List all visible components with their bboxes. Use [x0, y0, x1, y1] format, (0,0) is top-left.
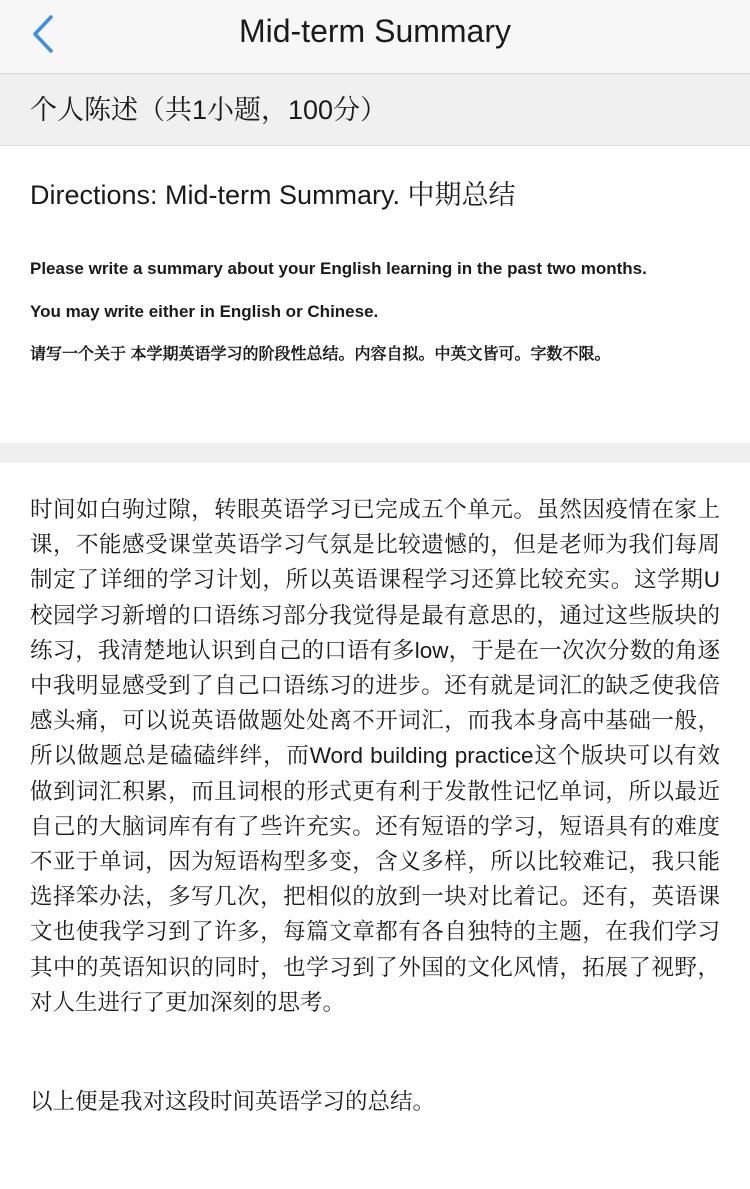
directions-heading: Directions: Mid-term Summary. 中期总结 — [30, 180, 516, 210]
section-divider — [0, 443, 750, 463]
section-title: 个人陈述（共1小题，100分） — [30, 95, 388, 125]
instruction-line: 请写一个关于 本学期英语学习的阶段性总结。内容自拟。中英文皆可。字数不限。 — [30, 346, 611, 363]
navigation-bar — [0, 0, 750, 74]
instruction-line: Please write a summary about your English learning in the past two months. — [30, 259, 647, 278]
section-header — [0, 74, 750, 146]
answer-closing: 以上便是我对这段时间英语学习的总结。 — [30, 1089, 436, 1114]
answer-text: 时间如白驹过隙，转眼英语学习已完成五个单元。虽然因疫情在家上课，不能感受课堂英语学习气氛是比较遗憾的，但是老师为我们每周制定了详细的学习计划，所以英语课程学习还算比较充实。这学期U校园学习新增的口语练习部分我觉得是最有意思的，通过这些版块的练习，我清楚地认识到自己的口语有多low，于是在一次次分数的角逐中我明显感受到了自己口语练习的进步。还有就是词汇的缺乏使我倍感头痛，可以说英语做题处处离不开词汇，而我本身高中基础一般，所以做题总是磕磕绊绊，而Word building practice这个版块可以有效做到词汇积累，而且词根的形式更有利于发散性记忆单词，所以最近自己的大脑词库有有了些许充实。还有短语的学习，短语具有的难度不亚于单词，因为短语构型多变，含义多样，所以比较难记，我只能选择笨办法，多写几次，把相似的放到一块对比着记。还有，英语课文也使我学习到了许多，每篇文章都有各自独特的主题，在我们学习其中的英语知识的同时，也学习到了外国的文化风情，拓展了视野，对人生进行了更加深刻的思考。 — [30, 497, 720, 1015]
page-title: Mid-term Summary — [238, 13, 511, 49]
instruction-line: You may write either in English or Chinese. — [30, 302, 379, 321]
